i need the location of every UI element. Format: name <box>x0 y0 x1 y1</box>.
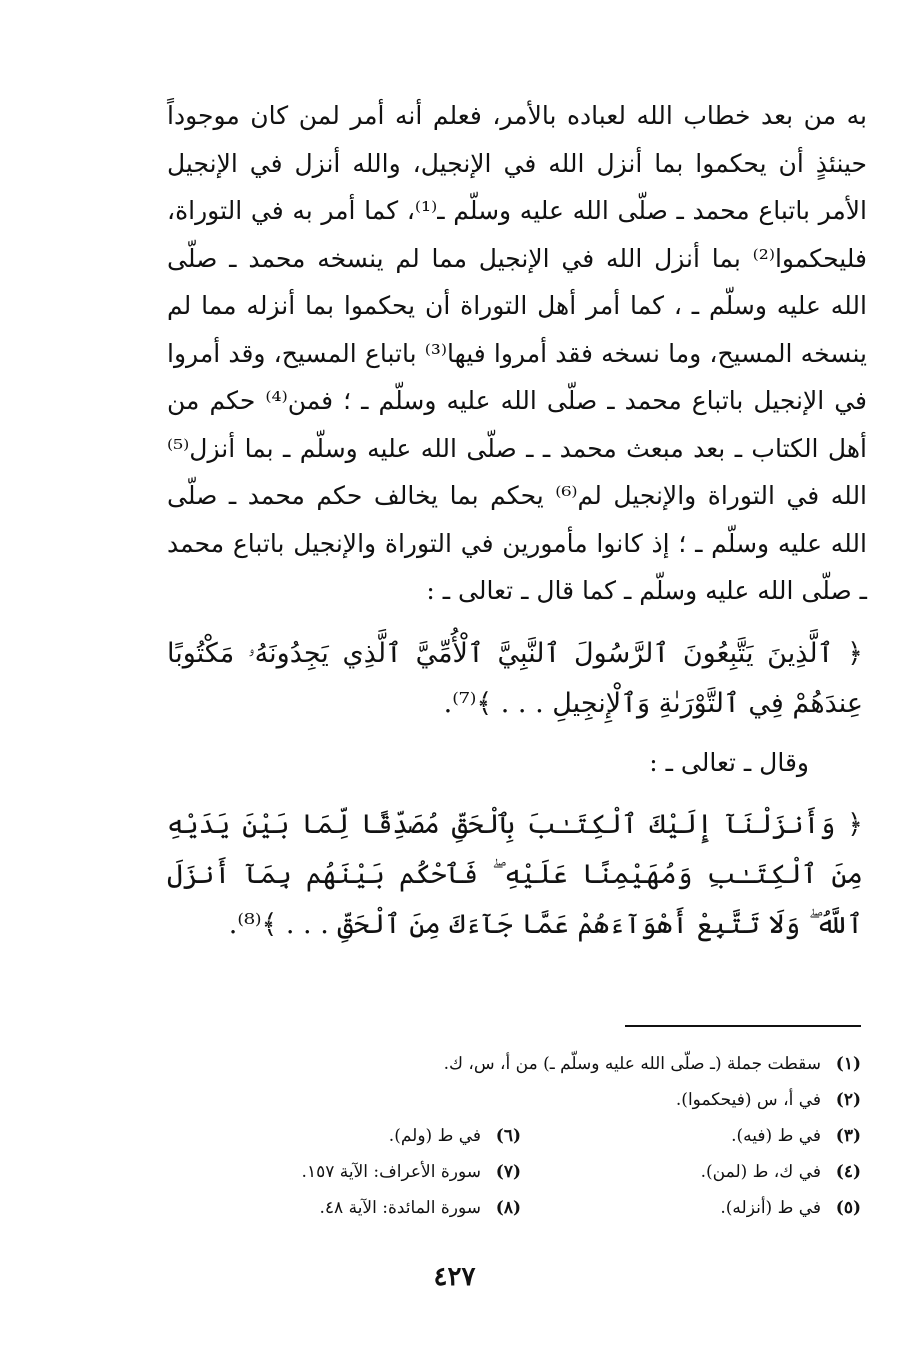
page-number: ٤٢٧ <box>433 1262 476 1292</box>
footnote-row <box>161 1190 861 1226</box>
footnote-number: (٤) <box>835 1162 861 1182</box>
footnote-text: سورة المائدة: الآية ٤٨. <box>319 1198 481 1218</box>
footnote-row <box>161 1154 861 1190</box>
footnote-row <box>161 1046 861 1082</box>
footnote-text: في ط (ولم). <box>388 1126 481 1146</box>
footnote-text: في أ، س (فيحكموا). <box>675 1090 821 1110</box>
footnote-text: سورة الأعراف: الآية ١٥٧. <box>301 1162 481 1182</box>
footnote-text: في ك، ط (لمن). <box>700 1162 821 1182</box>
quran-verse-maidah: ﴿ وَأَنزَلْنَآ إِلَيْكَ ٱلْكِتَـٰبَ بِٱلْحَقِّ مُصَدِّقًا لِّمَا بَيْنَ يَدَيْهِ مِنَ ٱلْكِتَـٰبِ وَمُهَيْمِنًا عَلَيْهِ ۖ فَٱحْكُم بَيْنَهُم بِمَآ أَنزَلَ ٱللَّهُ ۖ وَلَا تَتَّبِعْ أَهْوَآءَهُمْ عَمَّا جَآءَكَ مِنَ ٱلْحَقِّ . . . ﴾⁽⁸⁾. <box>167 809 863 940</box>
footnote-row <box>161 1082 861 1118</box>
footnote-number: (٦) <box>495 1126 521 1146</box>
footnote-number: (٥) <box>835 1198 861 1218</box>
footnote-number: (٣) <box>835 1126 861 1146</box>
main-text <box>167 92 867 950</box>
footnote-number: (٢) <box>835 1090 861 1110</box>
footnote-row <box>161 1118 861 1154</box>
footnote-text: في ط (أنزله). <box>720 1198 821 1218</box>
quran-verse-araf: ﴿ ٱلَّذِينَ يَتَّبِعُونَ ٱلرَّسُولَ ٱلنَّبِيَّ ٱلْأُمِّيَّ ٱلَّذِي يَجِدُونَهُۥ مَكْتُوبًا عِندَهُمْ فِي ٱلتَّوْرَىٰةِ وَٱلْإِنجِيلِ . . . ﴾⁽⁷⁾. <box>167 637 863 719</box>
verse-intro: وقال ـ تعالى ـ : <box>649 747 809 777</box>
footnote-number: (٧) <box>495 1162 521 1182</box>
footnote-divider <box>625 1025 861 1027</box>
footnote-number: (٨) <box>495 1198 521 1218</box>
footnote-number: (١) <box>835 1054 861 1074</box>
commentary-paragraph: به من بعد خطاب الله لعباده بالأمر، فعلم أنه أمر لمن كان موجوداً حينئذٍ أن يحكموا بما أنزل الله في الإنجيل، والله أنزل في الإنجيل الأمر باتباع محمد ـ صلّى الله عليه وسلّم ـ⁽¹⁾، كما أمر به في التوراة، فليحكموا⁽²⁾ بما أنزل الله في الإنجيل مما لم ينسخه محمد ـ صلّى الله عليه وسلّم ـ ، كما أمر أهل التوراة أن يحكموا بما أنزله مما لم ينسخه المسيح، وما نسخه فقد أمروا فيها⁽³⁾ باتباع المسيح، وقد أمروا في الإنجيل باتباع محمد ـ صلّى الله عليه وسلّم ـ ؛ فمن⁽⁴⁾ حكم من أهل الكتاب ـ بعد مبعث محمد ـ ـ صلّى الله عليه وسلّم ـ بما أنزل⁽⁵⁾ الله في التوراة والإنجيل لم⁽⁶⁾ يحكم بما يخالف حكم محمد ـ صلّى الله عليه وسلّم ـ ؛ إذ كانوا مأمورين في التوراة والإنجيل باتباع محمد ـ صلّى الله عليه وسلّم ـ كما قال ـ تعالى ـ : <box>167 101 868 605</box>
footnote-text: في ط (فيه). <box>731 1126 821 1146</box>
footnote-text: سقطت جملة (ـ صلّى الله عليه وسلّم ـ) من أ، س، ك. <box>443 1054 821 1074</box>
footnotes <box>161 1046 861 1226</box>
